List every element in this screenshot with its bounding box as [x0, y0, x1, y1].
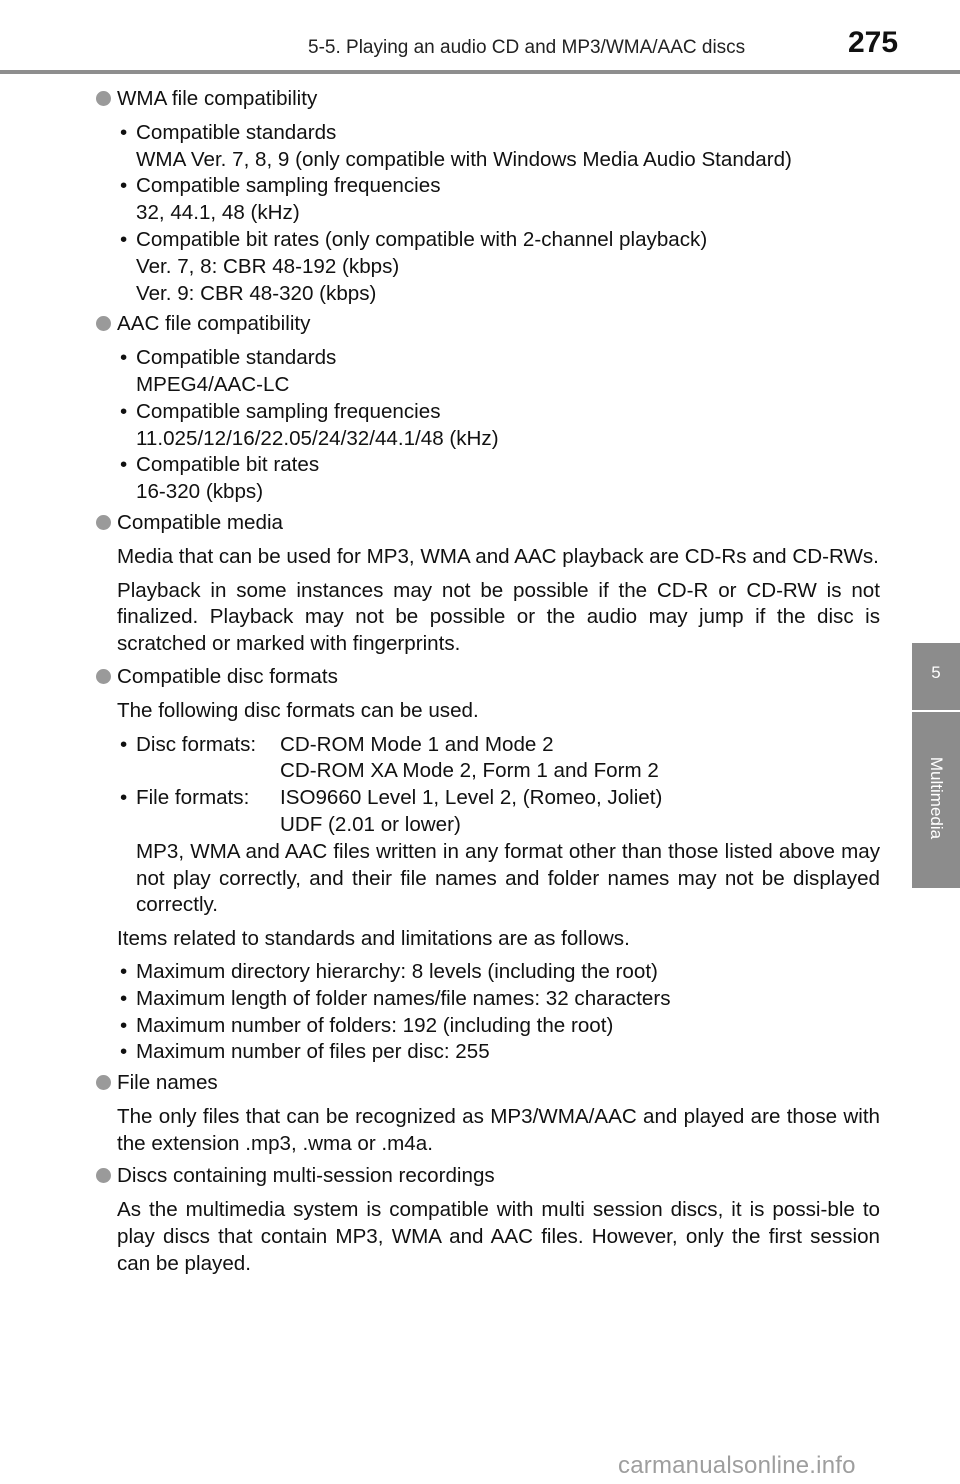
- bullet-dot-icon: •: [120, 227, 128, 251]
- paragraph: Items related to standards and limitations are as follows.: [117, 927, 630, 951]
- section-wma: [96, 86, 880, 307]
- section-heading: Discs containing multi-session recordings: [117, 1164, 495, 1188]
- bullet-dot-icon: •: [120, 786, 128, 810]
- page-content: [96, 86, 880, 1284]
- page-header: [0, 0, 960, 78]
- section-file-names: [96, 1070, 880, 1157]
- section-heading: AAC file compatibility: [117, 312, 311, 336]
- limit-text: Maximum directory hierarchy: 8 levels (including the root): [136, 959, 658, 983]
- page-number: 275: [848, 26, 899, 59]
- circle-bullet-icon: [96, 316, 111, 331]
- bullet-dot-icon: •: [120, 1040, 128, 1064]
- item-value: Ver. 7, 8: CBR 48-192 (kbps): [136, 254, 400, 278]
- chapter-side-tab: [912, 643, 960, 888]
- aac-list: [117, 345, 880, 506]
- format-label: Disc formats:: [136, 732, 257, 756]
- list-item: [117, 227, 880, 307]
- paragraph: The only files that can be recognized as MP3/WMA/AAC and played are those with the extension .mp3, .wma or .m4a.: [117, 1104, 880, 1155]
- bullet-dot-icon: •: [120, 120, 128, 144]
- paragraph: The following disc formats can be used.: [117, 698, 479, 722]
- item-value: 32, 44.1, 48 (kHz): [136, 201, 300, 225]
- bullet-dot-icon: •: [120, 1013, 128, 1037]
- bullet-dot-icon: •: [120, 346, 128, 370]
- format-value: CD-ROM XA Mode 2, Form 1 and Form 2: [280, 759, 659, 783]
- format-row: [136, 732, 880, 786]
- list-item: [117, 986, 880, 1013]
- circle-bullet-icon: [96, 91, 111, 106]
- item-value: 11.025/12/16/22.05/24/32/44.1/48 (kHz): [136, 426, 499, 450]
- item-label: Compatible standards: [136, 120, 337, 144]
- item-label: Compatible bit rates (only compatible with 2-channel playback): [136, 227, 708, 251]
- format-values: [280, 785, 662, 839]
- format-values: [280, 732, 659, 786]
- list-item: [117, 345, 880, 399]
- section-title: 5-5. Playing an audio CD and MP3/WMA/AAC discs: [308, 37, 746, 58]
- paragraph: Playback in some instances may not be possible if the CD-R or CD-RW is not finalized. Playback may not be possible or the audio may jump if the disc is scratched or marked with fingerprints.: [117, 578, 880, 656]
- paragraph: Media that can be used for MP3, WMA and AAC playback are CD-Rs and CD-RWs.: [117, 544, 879, 568]
- section-multi-session: [96, 1163, 880, 1277]
- section-disc-formats: [96, 664, 880, 1066]
- circle-bullet-icon: [96, 1075, 111, 1090]
- watermark: carmanualsonline.info: [618, 1452, 856, 1479]
- list-item: [117, 785, 880, 919]
- list-item: [117, 1013, 880, 1040]
- list-item: [117, 399, 880, 453]
- format-value: CD-ROM Mode 1 and Mode 2: [280, 732, 554, 756]
- section-heading: WMA file compatibility: [117, 87, 318, 110]
- paragraph: As the multimedia system is compatible with multi session discs, it is possi-ble to play discs that contain MP3, WMA and AAC files. However, only the first session can be played.: [117, 1198, 880, 1275]
- circle-bullet-icon: [96, 1168, 111, 1183]
- chapter-number: 5: [931, 663, 941, 682]
- item-value: Ver. 9: CBR 48-320 (kbps): [136, 281, 377, 305]
- limit-text: Maximum number of files per disc: 255: [136, 1040, 490, 1064]
- list-item: [117, 959, 880, 986]
- bullet-dot-icon: •: [120, 174, 128, 198]
- limits-list: [117, 959, 880, 1066]
- section-heading: File names: [117, 1071, 218, 1095]
- chapter-label: Multimedia: [927, 756, 946, 840]
- format-note: MP3, WMA and AAC files written in any format other than those listed above may not play correctly, and their file names and folder names may not be displayed correctly.: [136, 839, 880, 917]
- format-label: File formats:: [136, 786, 250, 810]
- item-label: Compatible standards: [136, 346, 337, 370]
- section-aac: [96, 311, 880, 506]
- bullet-dot-icon: •: [120, 399, 128, 423]
- bullet-dot-icon: •: [120, 453, 128, 477]
- format-value: UDF (2.01 or lower): [280, 812, 461, 836]
- format-row: [136, 785, 880, 839]
- header-rule: [0, 70, 960, 74]
- format-value: ISO9660 Level 1, Level 2, (Romeo, Joliet): [280, 786, 663, 810]
- bullet-dot-icon: •: [120, 732, 128, 756]
- item-label: Compatible sampling frequencies: [136, 399, 441, 423]
- item-value: 16-320 (kbps): [136, 480, 264, 504]
- bullet-dot-icon: •: [120, 959, 128, 983]
- item-label: Compatible sampling frequencies: [136, 174, 441, 198]
- tab-divider: [912, 710, 960, 712]
- format-list: [117, 732, 880, 920]
- list-item: [117, 452, 880, 506]
- circle-bullet-icon: [96, 669, 111, 684]
- list-item: [117, 1039, 880, 1066]
- limit-text: Maximum length of folder names/file names: 32 characters: [136, 986, 671, 1010]
- list-item: [117, 732, 880, 786]
- list-item: [117, 120, 880, 174]
- item-value: WMA Ver. 7, 8, 9 (only compatible with Windows Media Audio Standard): [136, 147, 792, 171]
- section-heading: Compatible media: [117, 510, 283, 534]
- limit-text: Maximum number of folders: 192 (including the root): [136, 1013, 614, 1037]
- section-heading: Compatible disc formats: [117, 664, 338, 688]
- section-compatible-media: [96, 510, 880, 658]
- item-label: Compatible bit rates: [136, 453, 320, 477]
- wma-list: [117, 120, 880, 308]
- circle-bullet-icon: [96, 515, 111, 530]
- item-value: MPEG4/AAC-LC: [136, 372, 290, 396]
- list-item: [117, 173, 880, 227]
- bullet-dot-icon: •: [120, 986, 128, 1010]
